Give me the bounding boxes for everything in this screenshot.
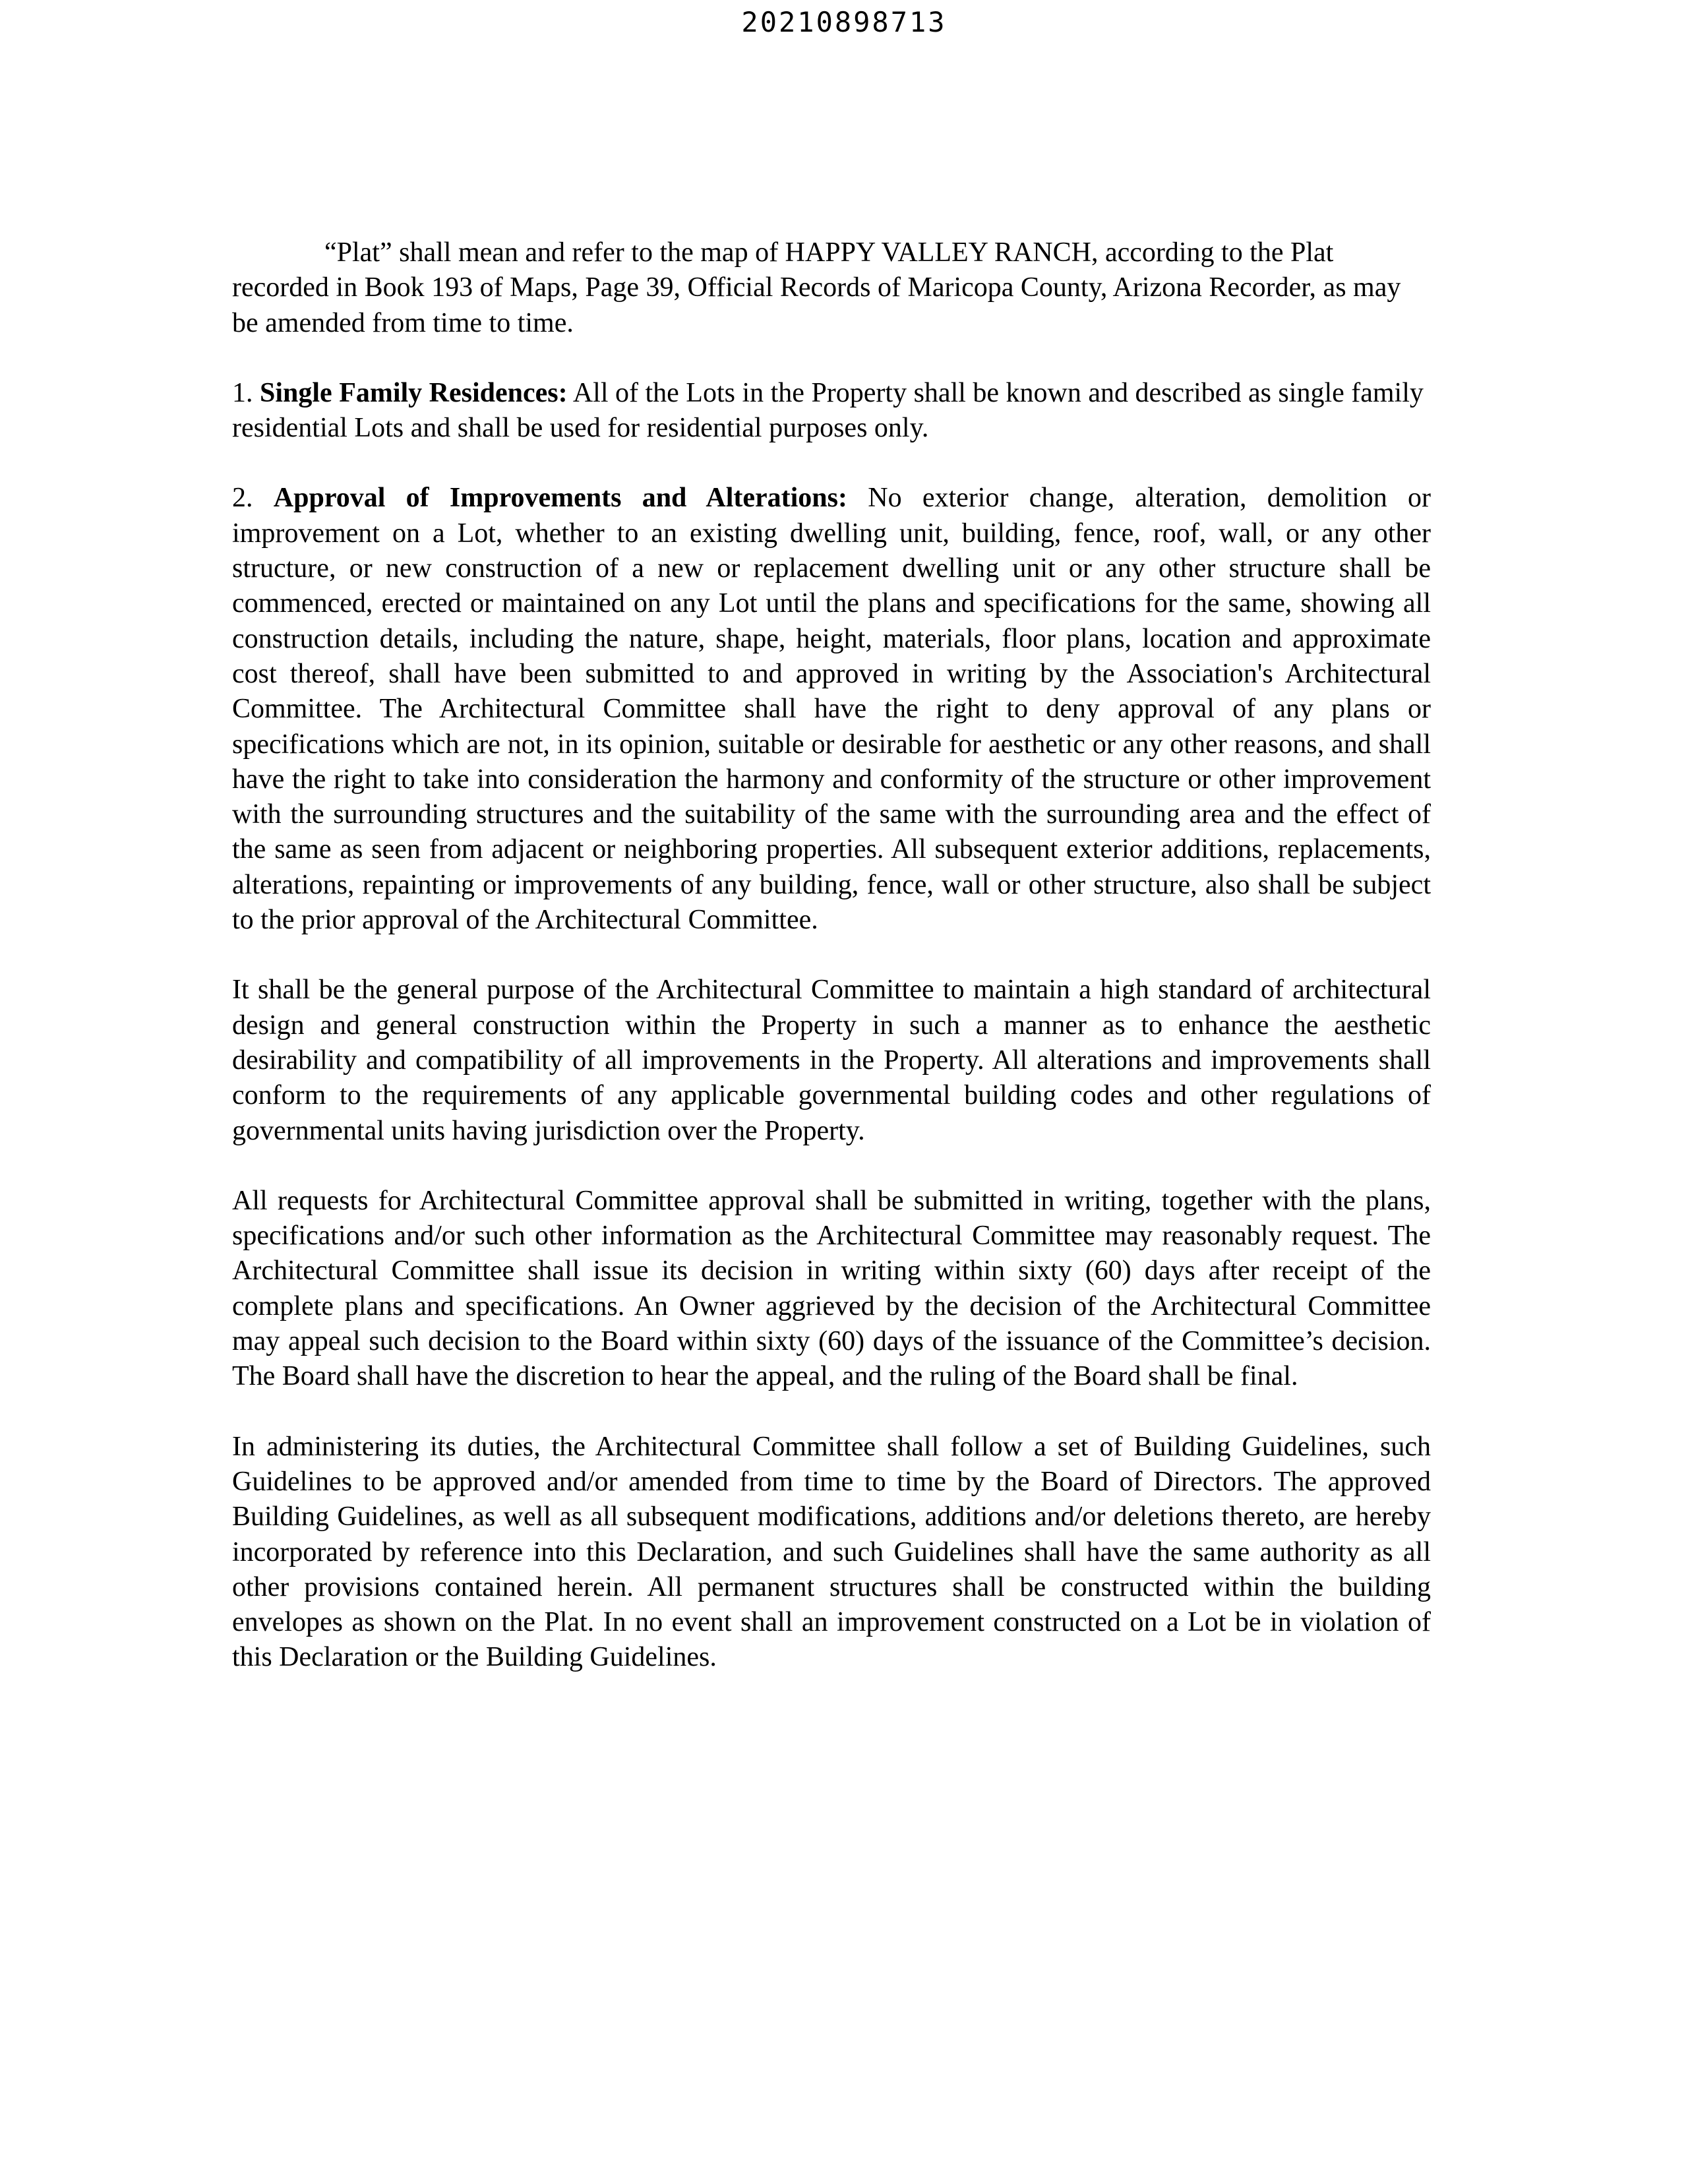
approval-requests-paragraph: All requests for Architectural Committee approval shall be submitted in writing, together with the plans, specifications and/or such other information as the Architectural Committee may reasonably request. The Architectural Committee shall issue its decision in writing within sixty (60) days after receipt of the complete plans and specifications. An Owner aggrieved by the decision of the Architectural Committee may appeal such decision to the Board within sixty (60) days of the issuance of the Committee’s decision. The Board shall have the discretion to hear the appeal, and the ruling of the Board shall be final.	[232, 1185, 1431, 1392]
building-guidelines-paragraph: In administering its duties, the Architectural Committee shall follow a set of Building Guidelines, such Guidelines to be approved and/or amended from time to time by the Board of Directors. The approved Building Guidelines, as well as all subsequent modifications, additions and/or deletions thereto, are hereby incorporated by reference into this Declaration, and such Guidelines shall have the same authority as all other provisions contained herein. All permanent structures shall be constructed within the building envelopes as shown on the Plat. In no event shall an improvement constructed on a Lot be in violation of this Declaration or the Building Guidelines.	[232, 1431, 1431, 1673]
section-1-number: 1.	[232, 377, 253, 408]
section-2-heading: Approval of Improvements and Alterations:	[273, 483, 847, 514]
committee-purpose-paragraph: It shall be the general purpose of the Architectural Committee to maintain a high standard of architectural design and general construction within the Property in such a manner as to enhance the aesthetic desirability and compatibility of all improvements in the Property. All alterations and improvements shall conform to the requirements of any applicable governmental building codes and other regulations of governmental units having jurisdiction over the Property.	[232, 975, 1431, 1146]
section-1-text: All of the Lots in the Property shall be known and described as single family residential Lots and shall be used for residential purposes only.	[232, 377, 1424, 444]
section-2-number: 2.	[232, 483, 253, 514]
section-2-paragraph	[232, 481, 1431, 938]
plat-definition-paragraph: “Plat” shall mean and refer to the map of HAPPY VALLEY RANCH, according to the Plat recorded in Book 193 of Maps, Page 39, Official Records of Maricopa County, Arizona Recorder, as may be amended from time to time.	[232, 237, 1401, 338]
document-body	[232, 235, 1431, 1711]
section-1-paragraph	[232, 376, 1431, 446]
section-1-heading: Single Family Residences:	[260, 377, 568, 408]
section-2-text: No exterior change, alteration, demolition or improvement on a Lot, whether to an existing dwelling unit, building, fence, roof, wall, or any other structure, or new construction of a new or replacement dwelling unit or any other structure shall be commenced, erected or maintained on any Lot until the plans and specifications for the same, showing all construction details, including the nature, shape, height, materials, floor plans, location and approximate cost thereof, shall have been submitted to and approved in writing by the Association's Architectural Committee. The Architectural Committee shall have the right to deny approval of any plans or specifications which are not, in its opinion, suitable or desirable for aesthetic or any other reasons, and shall have the right to take into consideration the harmony and conformity of the structure or other improvement with the surrounding structures and the suitability of the same with the surrounding area and the effect of the same as seen from adjacent or neighboring properties. All subsequent exterior additions, replacements, alterations, repainting or improvements of any building, fence, wall or other structure, also shall be subject to the prior approval of the Architectural Committee.	[232, 483, 1432, 936]
recording-number: 20210898713	[741, 6, 947, 38]
